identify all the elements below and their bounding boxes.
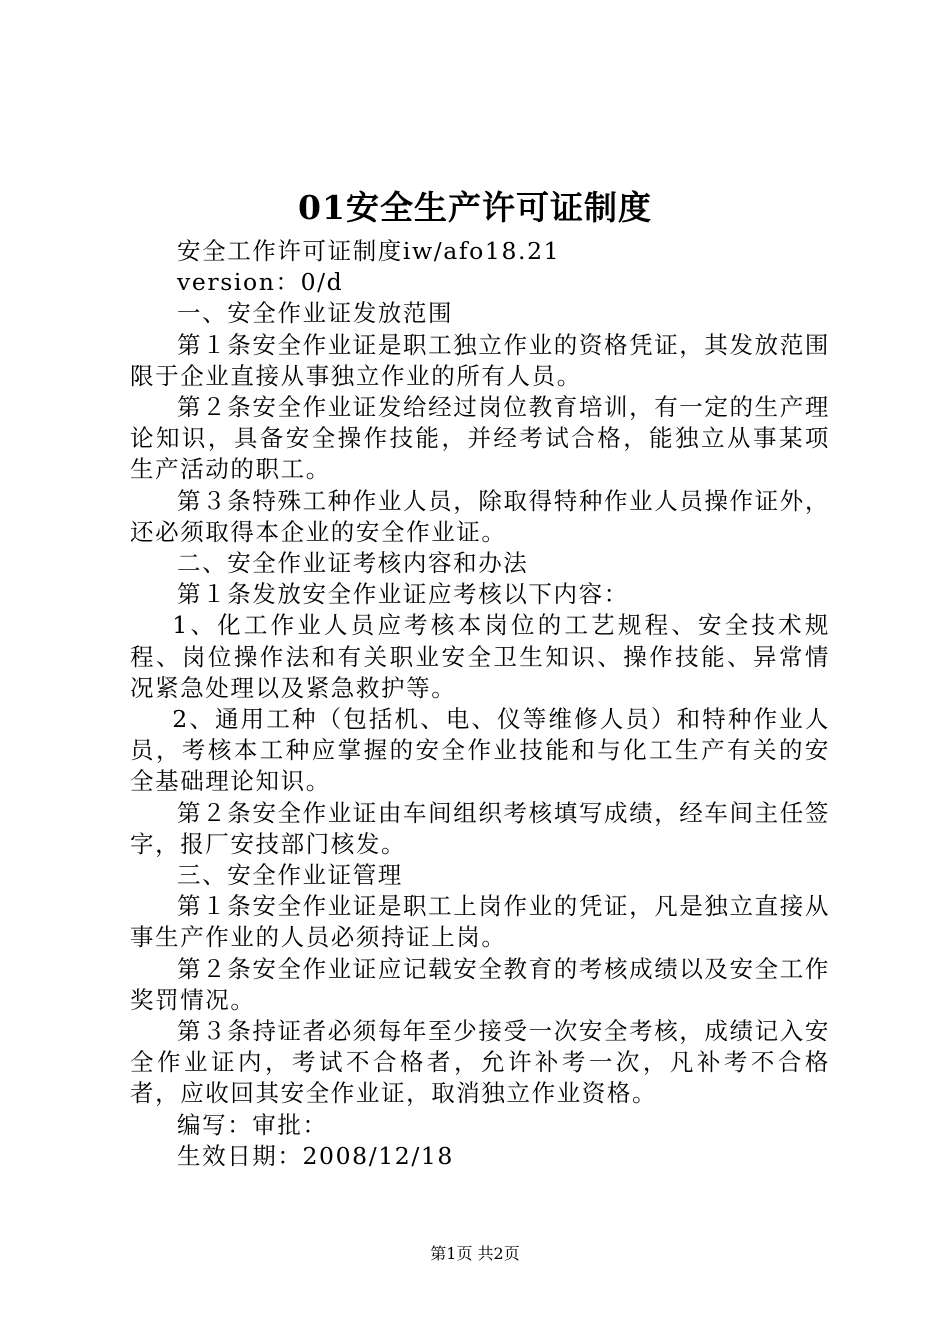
article-2-1-item-1: 1、化工作业人员应考核本岗位的工艺规程、安全技术规程、岗位操作法和有关职业安全卫生知识、操作技能、异常情况紧急处理以及紧急救护等。 — [130, 611, 830, 702]
section-heading-1: 一、安全作业证发放范围 — [177, 299, 454, 328]
effective-date-line: 生效日期：2008/12/18 — [177, 1141, 454, 1170]
author-approver-line: 编写：审批： — [177, 1110, 328, 1139]
article-3-1: 第１条安全作业证是职工上岗作业的凭证，凡是独立直接从事生产作业的人员必须持证上岗。 — [130, 892, 830, 952]
article-2-1-item-2: 2、通用工种（包括机、电、仪等维修人员）和特种作业人员，考核本工种应掌握的安全作业技能和与化工生产有关的安全基础理论知识。 — [130, 705, 830, 796]
article-1-3: 第３条特殊工种作业人员，除取得特种作业人员操作证外，还必须取得本企业的安全作业证。 — [130, 486, 830, 546]
section-heading-2: 二、安全作业证考核内容和办法 — [177, 549, 529, 578]
document-body — [130, 236, 830, 1172]
paragraph-header-code: 安全工作许可证制度iw/afo18.21 — [177, 237, 561, 265]
page-footer: 第1页 共2页 — [430, 1244, 520, 1263]
article-3-3: 第３条持证者必须每年至少接受一次安全考核，成绩记入安全作业证内，考试不合格者，允许补考一次，凡补考不合格者，应收回其安全作业证，取消独立作业资格。 — [130, 1017, 830, 1108]
article-2-2: 第２条安全作业证由车间组织考核填写成绩，经车间主任签字，报厂安技部门核发。 — [130, 798, 830, 858]
paragraph-version: version：0/d — [177, 268, 344, 297]
article-1-2: 第２条安全作业证发给经过岗位教育培训，有一定的生产理论知识，具备安全操作技能，并经考试合格，能独立从事某项生产活动的职工。 — [130, 393, 830, 484]
section-heading-3: 三、安全作业证管理 — [177, 861, 403, 890]
article-1-1: 第１条安全作业证是职工独立作业的资格凭证，其发放范围限于企业直接从事独立作业的所有人员。 — [130, 330, 830, 390]
article-2-1: 第１条发放安全作业证应考核以下内容： — [177, 580, 629, 609]
document-title: 01安全生产许可证制度 — [298, 188, 652, 227]
article-3-2: 第２条安全作业证应记载安全教育的考核成绩以及安全工作奖罚情况。 — [130, 954, 830, 1014]
